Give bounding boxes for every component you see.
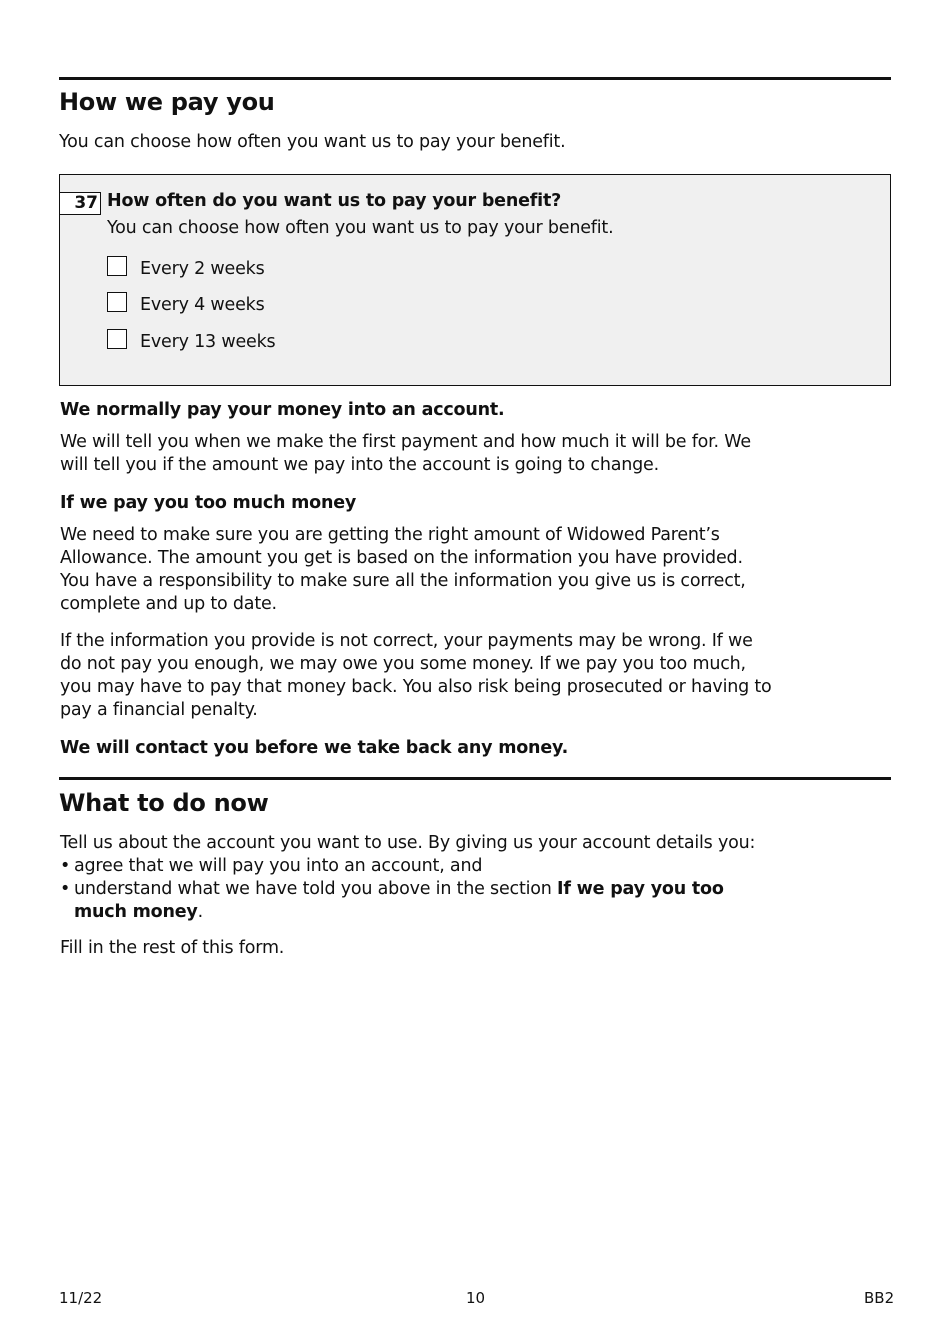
section-intro: You can choose how often you want us to pay your benefit. <box>59 132 566 152</box>
footer-date: 11/22 <box>59 1289 103 1307</box>
option-label: Every 2 weeks <box>140 259 265 279</box>
option-every-2-weeks[interactable] <box>107 257 265 281</box>
overpayment-paragraph-2: If the information you provide is not correct, your payments may be wrong. If we do not pay you enough, we may owe you some money. If we pay you too much, you may have to pay that money back. You also risk being prosecuted or having to pay a financial penalty. <box>60 631 772 720</box>
section-heading-what-to-do-now: What to do now <box>59 789 269 817</box>
account-note-body: We will tell you when we make the first payment and how much it will be for. We will tell you if the amount we pay into the account is going to change. <box>60 432 751 475</box>
section-divider <box>59 777 891 780</box>
top-divider <box>59 77 891 80</box>
footer-page-number: 10 <box>466 1289 486 1307</box>
checkbox-every-2-weeks[interactable] <box>107 256 127 276</box>
question-title: How often do you want us to pay your benefit? <box>107 191 562 211</box>
list-item: • agree that we will pay you into an account, and <box>60 856 483 876</box>
question-37-box <box>59 174 891 386</box>
footer-form-code: BB2 <box>864 1289 895 1307</box>
checkbox-every-4-weeks[interactable] <box>107 292 127 312</box>
question-number: 37 <box>60 192 101 215</box>
what-to-do-bullets <box>60 855 780 924</box>
option-every-4-weeks[interactable] <box>107 293 265 317</box>
section-heading-how-we-pay: How we pay you <box>59 88 275 116</box>
what-to-do-intro: Tell us about the account you want to use. By giving us your account details you: <box>60 833 756 853</box>
question-hint: You can choose how often you want us to pay your benefit. <box>107 218 614 238</box>
checkbox-every-13-weeks[interactable] <box>107 329 127 349</box>
closing-instruction: Fill in the rest of this form. <box>60 938 285 958</box>
option-every-13-weeks[interactable] <box>107 330 275 354</box>
overpayment-paragraph-1: We need to make sure you are getting the right amount of Widowed Parent’s Allowance. The amount you get is based on the information you have provided. You have a responsibility to make sure all the information you give us is correct, complete and up to date. <box>60 525 746 614</box>
option-label: Every 4 weeks <box>140 295 265 315</box>
list-item: • understand what we have told you above in the section If we pay you too much money. <box>60 879 724 922</box>
contact-note: We will contact you before we take back any money. <box>60 738 569 758</box>
account-note-heading: We normally pay your money into an account. <box>60 400 505 420</box>
overpayment-heading: If we pay you too much money <box>60 493 357 513</box>
option-label: Every 13 weeks <box>140 332 276 352</box>
